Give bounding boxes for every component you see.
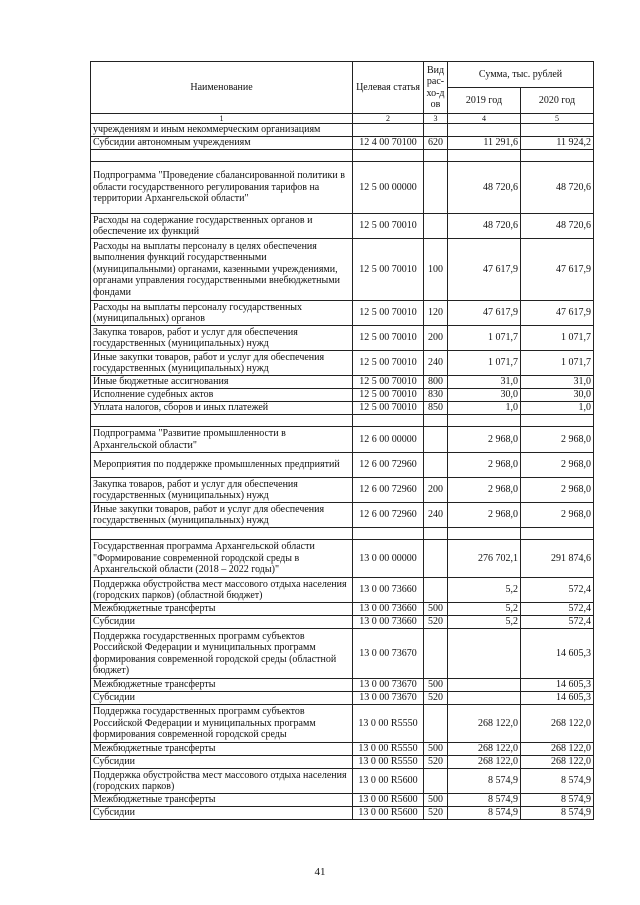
row-target-article-cell: 12 6 00 00000 [353,427,424,453]
header-target-article: Целевая статья [353,62,424,114]
column-number: 2 [353,114,424,124]
row-expense-type-cell [424,629,448,679]
table-row [91,137,594,150]
table-row [91,478,594,503]
empty-cell [91,150,353,162]
row-amount-2019-cell: 47 617,9 [448,301,521,326]
row-expense-type-cell [424,540,448,578]
row-target-article-cell: 13 0 00 R5550 [353,705,424,743]
row-expense-type-cell: 200 [424,326,448,351]
row-target-article-cell: 12 6 00 72960 [353,503,424,528]
table-row [91,389,594,402]
table-row [91,427,594,453]
row-name-cell: Иные закупки товаров, работ и услуг для обеспечения государственных (муниципальных) нужд [91,351,353,376]
row-name-cell: Закупка товаров, работ и услуг для обеспечения государственных (муниципальных) нужд [91,326,353,351]
table-row [91,679,594,692]
empty-cell [448,528,521,540]
row-amount-2020-cell: 1 071,7 [521,351,594,376]
row-target-article-cell: 12 5 00 70010 [353,402,424,415]
column-number: 5 [521,114,594,124]
table-row [91,807,594,820]
row-amount-2019-cell: 5,2 [448,616,521,629]
row-expense-type-cell: 520 [424,756,448,769]
row-target-article-cell: 12 5 00 70010 [353,376,424,389]
row-expense-type-cell: 500 [424,603,448,616]
empty-cell [353,415,424,427]
row-name-cell: Подпрограмма "Развитие промышленности в Архангельской области" [91,427,353,453]
row-amount-2020-cell: 48 720,6 [521,162,594,214]
row-name-cell: Иные бюджетные ассигнования [91,376,353,389]
row-amount-2020-cell: 14 605,3 [521,629,594,679]
row-name-cell: Мероприятия по поддержке промышленных предприятий [91,453,353,478]
row-target-article-cell: 13 0 00 73670 [353,629,424,679]
table-row [91,616,594,629]
row-target-article-cell: 13 0 00 R5600 [353,769,424,794]
row-name-cell: Иные закупки товаров, работ и услуг для обеспечения государственных (муниципальных) нужд [91,503,353,528]
row-amount-2019-cell [448,629,521,679]
row-expense-type-cell [424,162,448,214]
row-target-article-cell: 12 5 00 70010 [353,326,424,351]
row-amount-2019-cell: 5,2 [448,578,521,603]
table-row [91,540,594,578]
row-expense-type-cell: 200 [424,478,448,503]
row-amount-2020-cell: 572,4 [521,578,594,603]
row-name-cell: Субсидии [91,807,353,820]
table-row [91,705,594,743]
table-row [91,453,594,478]
row-amount-2020-cell: 48 720,6 [521,214,594,239]
row-amount-2019-cell: 8 574,9 [448,807,521,820]
row-amount-2019-cell: 8 574,9 [448,794,521,807]
row-expense-type-cell: 800 [424,376,448,389]
row-name-cell: Расходы на выплаты персоналу государственных (муниципальных) органов [91,301,353,326]
row-name-cell: учреждениям и иным некоммерческим организациям [91,124,353,137]
row-expense-type-cell: 620 [424,137,448,150]
row-amount-2020-cell: 291 874,6 [521,540,594,578]
row-expense-type-cell: 100 [424,239,448,301]
empty-cell [91,528,353,540]
row-amount-2020-cell: 572,4 [521,616,594,629]
row-name-cell: Межбюджетные трансферты [91,603,353,616]
row-target-article-cell: 12 5 00 70010 [353,351,424,376]
row-name-cell: Закупка товаров, работ и услуг для обеспечения государственных (муниципальных) нужд [91,478,353,503]
row-name-cell: Подпрограмма "Проведение сбалансированной политики в области государственного регулирования тарифов на территории Архангельской области" [91,162,353,214]
row-expense-type-cell [424,214,448,239]
header-sum: Сумма, тыс. рублей [448,62,594,88]
spacer-row [91,150,594,162]
row-amount-2020-cell: 11 924,2 [521,137,594,150]
row-amount-2020-cell: 572,4 [521,603,594,616]
row-amount-2020-cell: 1 071,7 [521,326,594,351]
header-year-2020: 2020 год [521,88,594,114]
header-name: Наименование [91,62,353,114]
budget-table [90,61,594,820]
row-amount-2020-cell: 8 574,9 [521,769,594,794]
row-amount-2020-cell: 47 617,9 [521,301,594,326]
empty-cell [521,415,594,427]
table-row [91,756,594,769]
table-row [91,603,594,616]
row-amount-2019-cell: 2 968,0 [448,453,521,478]
row-amount-2019-cell: 48 720,6 [448,162,521,214]
empty-cell [448,415,521,427]
empty-cell [448,150,521,162]
table-row [91,239,594,301]
row-name-cell: Поддержка государственных программ субъектов Российской Федерации и муниципальных программ формирования современной городской среды (областной бюджет) [91,629,353,679]
table-row [91,629,594,679]
row-amount-2020-cell: 47 617,9 [521,239,594,301]
row-amount-2020-cell: 14 605,3 [521,679,594,692]
spacer-row [91,528,594,540]
table-body [91,124,594,820]
table-row [91,326,594,351]
row-amount-2019-cell: 268 122,0 [448,743,521,756]
row-expense-type-cell [424,124,448,137]
row-expense-type-cell: 850 [424,402,448,415]
row-expense-type-cell [424,427,448,453]
row-target-article-cell [353,124,424,137]
row-name-cell: Поддержка государственных программ субъектов Российской Федерации и муниципальных программ формирования современной городской среды [91,705,353,743]
empty-cell [353,528,424,540]
row-amount-2019-cell: 11 291,6 [448,137,521,150]
row-name-cell: Субсидии [91,756,353,769]
table-row [91,743,594,756]
row-name-cell: Субсидии автономным учреждениям [91,137,353,150]
row-amount-2019-cell: 2 968,0 [448,478,521,503]
row-expense-type-cell: 520 [424,616,448,629]
row-amount-2020-cell: 30,0 [521,389,594,402]
row-target-article-cell: 13 0 00 R5600 [353,807,424,820]
row-target-article-cell: 12 4 00 70100 [353,137,424,150]
table-row [91,301,594,326]
row-amount-2020-cell: 2 968,0 [521,503,594,528]
empty-cell [521,528,594,540]
row-expense-type-cell [424,453,448,478]
row-amount-2019-cell: 276 702,1 [448,540,521,578]
row-name-cell: Субсидии [91,692,353,705]
row-target-article-cell: 12 6 00 72960 [353,453,424,478]
row-target-article-cell: 12 6 00 72960 [353,478,424,503]
row-expense-type-cell: 120 [424,301,448,326]
row-target-article-cell: 13 0 00 R5550 [353,756,424,769]
row-expense-type-cell [424,578,448,603]
row-name-cell: Межбюджетные трансферты [91,679,353,692]
row-name-cell: Поддержка обустройства мест массового отдыха населения (городских парков) [91,769,353,794]
page-number: 41 [314,866,326,878]
row-amount-2019-cell: 1,0 [448,402,521,415]
row-name-cell: Расходы на выплаты персоналу в целях обеспечения выполнения функций государственными (муниципальными) органами, казенными учреждениями, органами управления государственными внебюджетными фондами [91,239,353,301]
row-expense-type-cell: 240 [424,503,448,528]
row-expense-type-cell: 830 [424,389,448,402]
row-amount-2019-cell: 31,0 [448,376,521,389]
row-amount-2020-cell [521,124,594,137]
row-target-article-cell: 13 0 00 73660 [353,603,424,616]
row-name-cell: Уплата налогов, сборов и иных платежей [91,402,353,415]
row-amount-2020-cell: 2 968,0 [521,453,594,478]
row-target-article-cell: 13 0 00 73660 [353,578,424,603]
row-amount-2020-cell: 31,0 [521,376,594,389]
row-target-article-cell: 13 0 00 73670 [353,679,424,692]
row-amount-2020-cell: 2 968,0 [521,427,594,453]
row-expense-type-cell: 520 [424,807,448,820]
row-amount-2020-cell: 14 605,3 [521,692,594,705]
empty-cell [424,415,448,427]
row-amount-2020-cell: 268 122,0 [521,705,594,743]
table-row [91,794,594,807]
row-amount-2019-cell: 30,0 [448,389,521,402]
row-name-cell: Межбюджетные трансферты [91,743,353,756]
row-target-article-cell: 12 5 00 70010 [353,214,424,239]
row-expense-type-cell: 240 [424,351,448,376]
row-name-cell: Поддержка обустройства мест массового отдыха населения (городских парков) (областной бюджет) [91,578,353,603]
row-amount-2019-cell: 1 071,7 [448,326,521,351]
row-amount-2019-cell: 8 574,9 [448,769,521,794]
table-row [91,376,594,389]
row-target-article-cell: 13 0 00 R5550 [353,743,424,756]
row-amount-2020-cell: 268 122,0 [521,756,594,769]
row-amount-2020-cell: 2 968,0 [521,478,594,503]
empty-cell [424,528,448,540]
row-amount-2019-cell: 2 968,0 [448,503,521,528]
row-amount-2020-cell: 8 574,9 [521,807,594,820]
row-amount-2019-cell: 1 071,7 [448,351,521,376]
row-name-cell: Государственная программа Архангельской области "Формирование современной городской среды в Архангельской области (2018 – 2022 годы)" [91,540,353,578]
row-amount-2020-cell: 8 574,9 [521,794,594,807]
row-target-article-cell: 12 5 00 70010 [353,389,424,402]
table-row [91,503,594,528]
row-amount-2019-cell [448,679,521,692]
column-number: 4 [448,114,521,124]
column-number: 3 [424,114,448,124]
table-row [91,578,594,603]
row-amount-2019-cell: 48 720,6 [448,214,521,239]
table-row [91,402,594,415]
table-row [91,351,594,376]
empty-cell [353,150,424,162]
table-row [91,769,594,794]
row-expense-type-cell: 520 [424,692,448,705]
header-expense-type: Вид рас-хо-дов [424,62,448,114]
row-amount-2020-cell: 1,0 [521,402,594,415]
row-target-article-cell: 12 5 00 00000 [353,162,424,214]
row-expense-type-cell [424,769,448,794]
row-target-article-cell: 13 0 00 73660 [353,616,424,629]
row-name-cell: Субсидии [91,616,353,629]
table-row [91,124,594,137]
table-row [91,692,594,705]
row-amount-2019-cell: 5,2 [448,603,521,616]
empty-cell [521,150,594,162]
row-target-article-cell: 13 0 00 00000 [353,540,424,578]
row-target-article-cell: 13 0 00 R5600 [353,794,424,807]
row-expense-type-cell [424,705,448,743]
row-expense-type-cell: 500 [424,794,448,807]
header-year-2019: 2019 год [448,88,521,114]
row-amount-2020-cell: 268 122,0 [521,743,594,756]
row-amount-2019-cell: 2 968,0 [448,427,521,453]
row-expense-type-cell: 500 [424,679,448,692]
row-name-cell: Межбюджетные трансферты [91,794,353,807]
row-name-cell: Исполнение судебных актов [91,389,353,402]
row-target-article-cell: 12 5 00 70010 [353,239,424,301]
table-row [91,162,594,214]
table-row [91,214,594,239]
row-name-cell: Расходы на содержание государственных органов и обеспечение их функций [91,214,353,239]
empty-cell [424,150,448,162]
row-amount-2019-cell [448,692,521,705]
row-target-article-cell: 13 0 00 73670 [353,692,424,705]
row-amount-2019-cell: 47 617,9 [448,239,521,301]
column-number: 1 [91,114,353,124]
row-amount-2019-cell: 268 122,0 [448,756,521,769]
empty-cell [91,415,353,427]
row-target-article-cell: 12 5 00 70010 [353,301,424,326]
spacer-row [91,415,594,427]
row-amount-2019-cell [448,124,521,137]
row-amount-2019-cell: 268 122,0 [448,705,521,743]
row-expense-type-cell: 500 [424,743,448,756]
